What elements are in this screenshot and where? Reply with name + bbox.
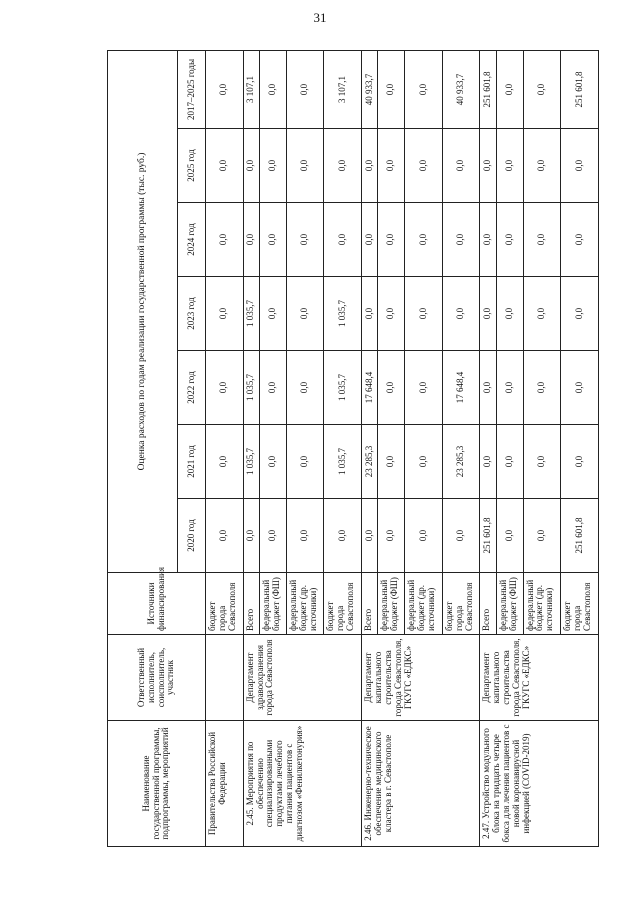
row-source: бюджет города Севастополя <box>324 573 362 635</box>
value-cell: 1 035,7 <box>243 425 259 499</box>
value-cell: 0,0 <box>523 499 561 573</box>
row-name: 2.46. Инженерно-техническое обеспечение медицинского кластера в г. Севастополе <box>362 721 480 847</box>
value-cell: 0,0 <box>480 129 496 203</box>
value-cell: 0,0 <box>206 203 244 277</box>
row-source: федеральный бюджет (др. источники) <box>286 573 324 635</box>
value-cell: 0,0 <box>243 129 259 203</box>
value-cell: 0,0 <box>206 277 244 351</box>
value-cell: 0,0 <box>378 277 405 351</box>
value-cell: 0,0 <box>405 499 443 573</box>
row-source: федеральный бюджет (др. источники) <box>523 573 561 635</box>
value-cell: 0,0 <box>206 499 244 573</box>
value-cell: 0,0 <box>286 277 324 351</box>
value-cell: 0,0 <box>378 203 405 277</box>
value-cell: 251 601,8 <box>561 499 599 573</box>
value-cell: 17 648,4 <box>362 351 378 425</box>
header-year: 2017–2025 годы <box>178 50 206 128</box>
value-cell: 0,0 <box>378 351 405 425</box>
value-cell: 1 035,7 <box>324 277 362 351</box>
row-source: бюджет города Севастополя <box>561 573 599 635</box>
row-source: бюджет города Севастополя <box>442 573 480 635</box>
value-cell: 0,0 <box>286 129 324 203</box>
value-cell: 0,0 <box>523 277 561 351</box>
value-cell: 0,0 <box>405 129 443 203</box>
value-cell: 0,0 <box>405 203 443 277</box>
row-name: 2.47. Устройство модульного блока на тридцать четыре бокса для лечения пациентов с новой коронавирусной инфекцией (COVID-2019) <box>480 721 599 847</box>
header-year: 2023 год <box>178 277 206 351</box>
value-cell: 0,0 <box>362 129 378 203</box>
table-body <box>206 50 599 846</box>
value-cell: 0,0 <box>378 499 405 573</box>
budget-table <box>107 50 599 847</box>
value-cell: 0,0 <box>259 499 286 573</box>
row-executor: Департамент капитального строительства города Севастополя, ГКУГС «ЕДКС» <box>480 635 599 721</box>
value-cell: 0,0 <box>206 425 244 499</box>
row-source: бюджет города Севастополя <box>206 573 244 635</box>
value-cell: 0,0 <box>442 277 480 351</box>
value-cell: 0,0 <box>206 50 244 128</box>
value-cell: 0,0 <box>286 351 324 425</box>
value-cell: 0,0 <box>561 277 599 351</box>
header-year: 2024 год <box>178 203 206 277</box>
value-cell: 0,0 <box>286 499 324 573</box>
header-source: Источники финансирования <box>108 573 206 635</box>
value-cell: 1 035,7 <box>243 351 259 425</box>
value-cell: 40 933,7 <box>362 50 378 128</box>
header-year: 2022 год <box>178 351 206 425</box>
row-source: федеральный бюджет (ФШ) <box>378 573 405 635</box>
value-cell: 0,0 <box>286 425 324 499</box>
row-source: Всего <box>480 573 496 635</box>
value-cell: 0,0 <box>243 499 259 573</box>
value-cell: 0,0 <box>259 203 286 277</box>
value-cell: 0,0 <box>362 499 378 573</box>
value-cell: 0,0 <box>561 129 599 203</box>
value-cell: 0,0 <box>405 425 443 499</box>
value-cell: 0,0 <box>523 351 561 425</box>
rotated-table-container <box>107 51 599 847</box>
row-name: Правительства Российской Федерации <box>206 721 244 847</box>
row-executor: Департамент капитального строительства города Севастополя, ГКУГС «ЕДКС» <box>362 635 480 721</box>
table-row <box>243 50 259 846</box>
row-executor <box>206 635 244 721</box>
value-cell: 0,0 <box>259 425 286 499</box>
value-cell: 0,0 <box>496 425 523 499</box>
value-cell: 0,0 <box>259 277 286 351</box>
value-cell: 0,0 <box>286 203 324 277</box>
value-cell: 0,0 <box>480 425 496 499</box>
value-cell: 0,0 <box>378 50 405 128</box>
value-cell: 0,0 <box>405 50 443 128</box>
value-cell: 0,0 <box>259 351 286 425</box>
header-name: Наименование государственной программы, подпрограммы, мероприятий <box>108 721 206 847</box>
value-cell: 0,0 <box>259 50 286 128</box>
value-cell: 0,0 <box>496 50 523 128</box>
value-cell: 3 107,1 <box>324 50 362 128</box>
value-cell: 17 648,4 <box>442 351 480 425</box>
value-cell: 0,0 <box>324 203 362 277</box>
value-cell: 0,0 <box>259 129 286 203</box>
value-cell: 0,0 <box>496 203 523 277</box>
value-cell: 0,0 <box>405 351 443 425</box>
value-cell: 0,0 <box>496 499 523 573</box>
row-source: федеральный бюджет (др. источники) <box>405 573 443 635</box>
value-cell: 0,0 <box>496 351 523 425</box>
row-executor: Департамент здравоохранения города Севастополя <box>243 635 361 721</box>
value-cell: 0,0 <box>523 129 561 203</box>
value-cell: 0,0 <box>523 425 561 499</box>
row-source: Всего <box>362 573 378 635</box>
header-year: 2025 год <box>178 129 206 203</box>
header-estimate: Оценка расходов по годам реализации государственной программы (тыс. руб.) <box>108 50 178 572</box>
row-name: 2.45. Мероприятия по обеспечению специализированными продуктами лечебного питания пациентов с диагнозом «Фенилкетонурия» <box>243 721 361 847</box>
page-number: 31 <box>313 10 327 25</box>
value-cell: 0,0 <box>362 203 378 277</box>
value-cell: 0,0 <box>480 203 496 277</box>
value-cell: 0,0 <box>442 499 480 573</box>
row-source: федеральный бюджет (ФШ) <box>259 573 286 635</box>
table-row <box>480 50 496 846</box>
row-source: федеральный бюджет (ФШ) <box>496 573 523 635</box>
value-cell: 0,0 <box>378 425 405 499</box>
value-cell: 0,0 <box>496 129 523 203</box>
value-cell: 251 601,8 <box>561 50 599 128</box>
value-cell: 23 285,3 <box>442 425 480 499</box>
value-cell: 251 601,8 <box>480 50 496 128</box>
value-cell: 0,0 <box>561 203 599 277</box>
value-cell: 251 601,8 <box>480 499 496 573</box>
value-cell: 0,0 <box>378 129 405 203</box>
value-cell: 0,0 <box>442 203 480 277</box>
value-cell: 1 035,7 <box>324 425 362 499</box>
value-cell: 0,0 <box>362 277 378 351</box>
value-cell: 1 035,7 <box>243 277 259 351</box>
header-executor: Ответственный исполнитель, соисполнитель, участник <box>108 635 206 721</box>
value-cell: 0,0 <box>442 129 480 203</box>
value-cell: 0,0 <box>523 203 561 277</box>
value-cell: 0,0 <box>496 277 523 351</box>
value-cell: 0,0 <box>561 351 599 425</box>
row-source: Всего <box>243 573 259 635</box>
value-cell: 0,0 <box>523 50 561 128</box>
value-cell: 1 035,7 <box>324 351 362 425</box>
value-cell: 3 107,1 <box>243 50 259 128</box>
header-year: 2021 год <box>178 425 206 499</box>
value-cell: 40 933,7 <box>442 50 480 128</box>
value-cell: 0,0 <box>243 203 259 277</box>
header-year: 2020 год <box>178 499 206 573</box>
value-cell: 0,0 <box>324 499 362 573</box>
value-cell: 0,0 <box>480 277 496 351</box>
value-cell: 23 285,3 <box>362 425 378 499</box>
table-row <box>362 50 378 846</box>
value-cell: 0,0 <box>286 50 324 128</box>
value-cell: 0,0 <box>206 351 244 425</box>
table-row <box>206 50 244 846</box>
value-cell: 0,0 <box>324 129 362 203</box>
value-cell: 0,0 <box>206 129 244 203</box>
value-cell: 0,0 <box>561 425 599 499</box>
value-cell: 0,0 <box>405 277 443 351</box>
value-cell: 0,0 <box>480 351 496 425</box>
